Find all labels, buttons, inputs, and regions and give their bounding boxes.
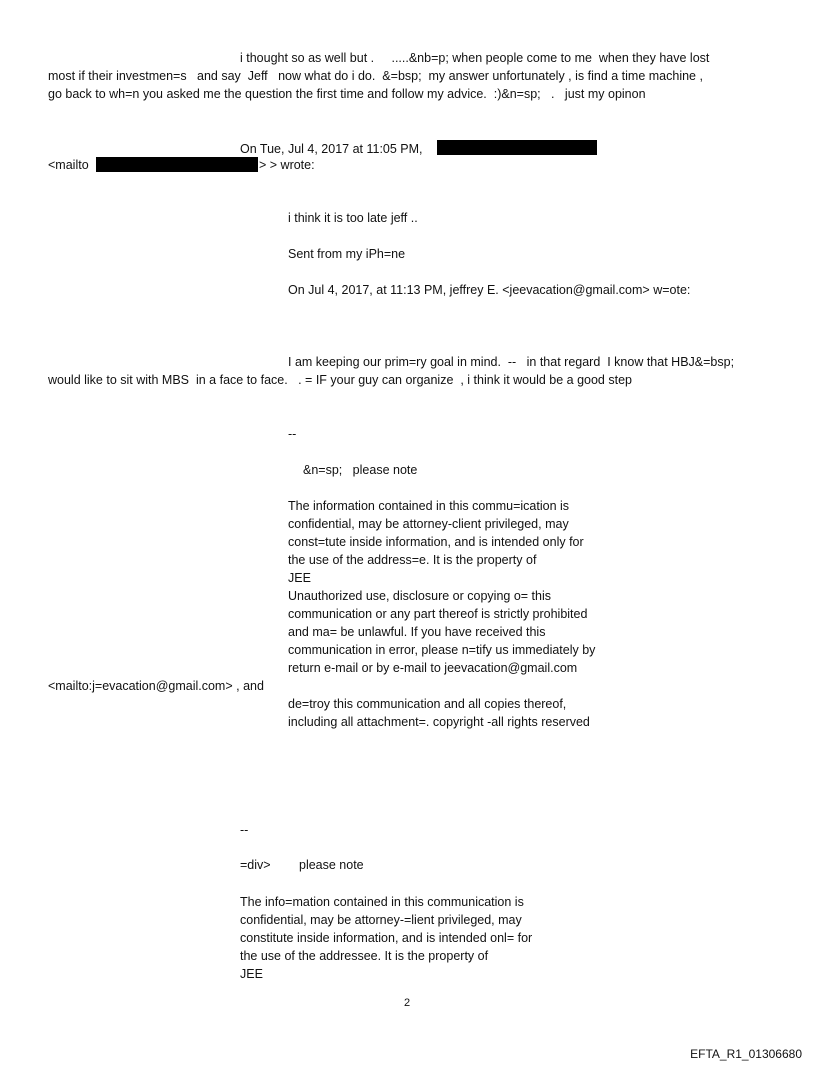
original-message-line-2: would like to sit with MBS in a face to face. . = IF your guy can organize , i think it would be a good step [48, 373, 632, 387]
disclaimer-line: communication in error, please n=tify us immediately by [288, 643, 596, 657]
disclaimer-line: communication or any part thereof is strictly prohibited [288, 607, 588, 621]
disclaimer-line: JEE [240, 967, 263, 981]
signature-separator: -- [240, 823, 249, 837]
redaction-block [96, 157, 258, 172]
disclaimer-line: the use of the address=e. It is the property of [288, 553, 537, 567]
disclaimer-line: const=tute inside information, and is intended only for [288, 535, 584, 549]
disclaimer-heading: please note [299, 858, 364, 872]
disclaimer-line: The info=mation contained in this communication is [240, 895, 524, 909]
disclaimer-line: Unauthorized use, disclosure or copying o= this [288, 589, 551, 603]
page-number: 2 [404, 997, 411, 1009]
signature-separator: -- [288, 427, 297, 441]
quote-header-date: On Tue, Jul 4, 2017 at 11:05 PM, [240, 142, 423, 156]
quoted-reply-signature: Sent from my iPh=ne [288, 247, 406, 261]
quoted-reply-body: i think it is too late jeff .. [288, 211, 418, 225]
bates-number: EFTA_R1_01306680 [690, 1047, 802, 1061]
reply-line-2: most if their investmen=s and say Jeff now what do i do. &=bsp; my answer unfortunately , is find a time machine , [48, 69, 703, 83]
redaction-block [437, 140, 597, 155]
disclaimer-line: constitute inside information, and is intended onl= for [240, 931, 533, 945]
quote-header-wrote: > > wrote: [259, 158, 315, 172]
disclaimer-line: The information contained in this commu=ication is [288, 499, 570, 513]
reply-line-1: i thought so as well but . .....&nb=p; when people come to me when they have lost [240, 51, 710, 65]
original-message-line-1: I am keeping our prim=ry goal in mind. -- in that regard I know that HBJ&=bsp; [288, 355, 735, 369]
html-div-fragment: =div> [240, 858, 271, 872]
disclaimer-line: JEE [288, 571, 311, 585]
disclaimer-mailto-line: <mailto:j=evacation@gmail.com> , and [48, 679, 264, 693]
disclaimer-line: confidential, may be attorney-client privileged, may [288, 517, 569, 531]
quote-header-mailto: <mailto [48, 158, 89, 172]
disclaimer-line: including all attachment=. copyright -all rights reserved [288, 715, 590, 729]
disclaimer-line: the use of the addressee. It is the property of [240, 949, 489, 963]
disclaimer-line: de=troy this communication and all copies thereof, [288, 697, 567, 711]
disclaimer-line: and ma= be unlawful. If you have received this [288, 625, 546, 639]
quoted-reply-header: On Jul 4, 2017, at 11:13 PM, jeffrey E. <jeevacation@gmail.com> w=ote: [288, 283, 691, 297]
reply-line-3: go back to wh=n you asked me the question the first time and follow my advice. :)&n=sp; . just my opinon [48, 87, 646, 101]
disclaimer-line: return e-mail or by e-mail to jeevacation@gmail.com [288, 661, 578, 675]
disclaimer-heading: &n=sp; please note [303, 463, 418, 477]
disclaimer-line: confidential, may be attorney-=lient privileged, may [240, 913, 522, 927]
